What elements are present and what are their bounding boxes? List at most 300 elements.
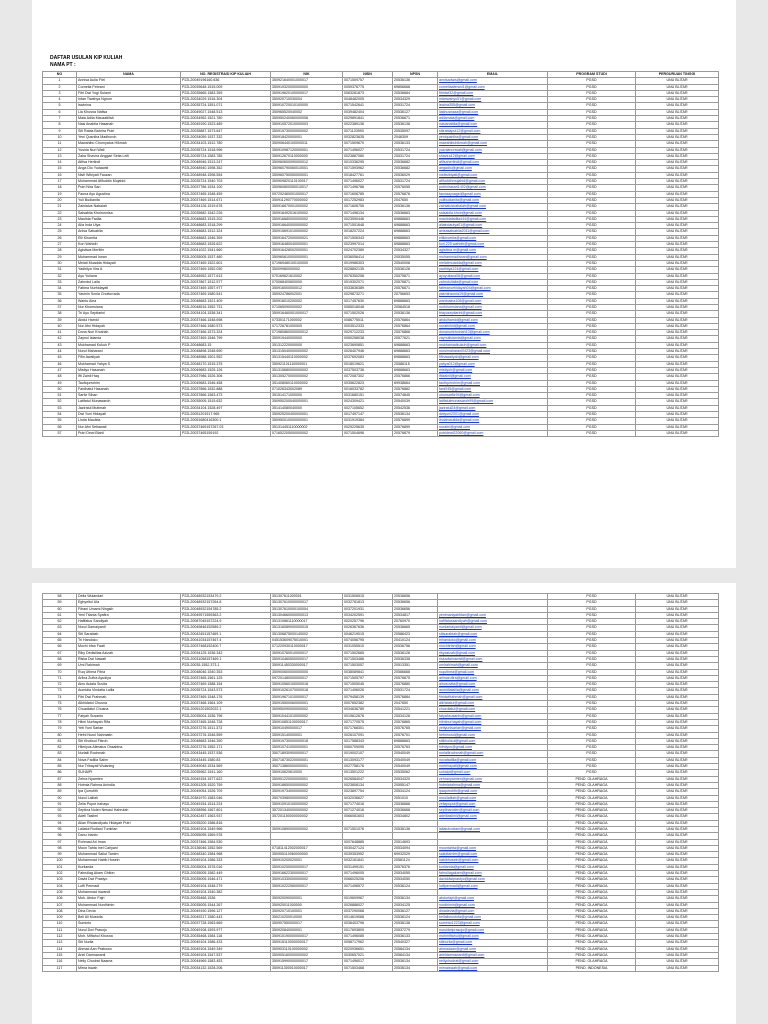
cell-email[interactable]: nurtrihayati@gmail.com	[438, 764, 548, 770]
column-header: NPSN	[393, 72, 438, 78]
cell-nik: 351306875000140002	[271, 631, 343, 637]
cell-registrasi: P22L20048170.1515.375	[181, 361, 271, 367]
cell-email[interactable]: yusnianuriwati@gmail.com	[438, 147, 548, 153]
cell-registrasi: P22L20035005.1544.267	[181, 902, 271, 908]
cell-email[interactable]: mistiyoh@gmail.com	[438, 367, 548, 373]
cell-program-studi: PGSD	[548, 229, 636, 235]
cell-registrasi: P22L20035004.1576.016	[181, 864, 271, 870]
cell-nisn: 0029891841	[343, 116, 393, 122]
cell-email[interactable]: nurafni@gmail.com	[438, 424, 548, 430]
cell-email[interactable]: fitridwifrahmah@gmail.com	[438, 694, 548, 700]
cell-npsn: 20576880	[393, 682, 438, 688]
cell-email[interactable]: nisfiwibiyati@gmail.com	[438, 172, 548, 178]
cell-npsn: 20536684	[393, 90, 438, 96]
cell-nik: 350909820110100017	[271, 179, 343, 185]
cell-email[interactable]: shavira12@gmail.com	[438, 153, 548, 159]
cell-email[interactable]: zehranyamten@gmail.com	[438, 776, 548, 782]
cell-perguruan-tinggi: UNU BLITAR	[636, 864, 719, 870]
cell-no: 102	[43, 871, 77, 877]
cell-npsn: 20584518	[393, 304, 438, 310]
cell-npsn: 20576882	[393, 386, 438, 392]
cell-email[interactable]: iftizainil@gmail.com	[438, 374, 548, 380]
cell-nisn: 0029712233	[343, 330, 393, 336]
cell-nama: Alia Inda Utya	[77, 223, 181, 229]
cell-email[interactable]: yasminsonia19@gmail.com	[438, 292, 548, 298]
cell-email[interactable]: sitirabiaput12@gmail.com	[438, 128, 548, 134]
cell-perguruan-tinggi: UNU BLITAR	[636, 141, 719, 147]
cell-registrasi: P22L20049104.1548.279	[181, 883, 271, 889]
cell-email[interactable]: kori.225.wahidh@gmail.com	[438, 242, 548, 248]
cell-registrasi: P22L20037465.1561.125	[181, 675, 271, 681]
cell-email[interactable]: mohmiftahul@gmail.com	[438, 934, 548, 940]
cell-email[interactable]: habibhusein@gmail.com	[438, 858, 548, 864]
cell-nik: 071065090000002	[271, 304, 343, 310]
cell-registrasi: P22L20034029.1516.304	[181, 97, 271, 103]
cell-nisn: 0039482404	[343, 109, 393, 115]
cell-nama: Kori Wahidh	[77, 242, 181, 248]
cell-perguruan-tinggi: UNU BLITAR	[636, 204, 719, 210]
cell-nisn: 0071503057	[343, 663, 393, 669]
cell-perguruan-tinggi: UNU BLITAR	[636, 418, 719, 424]
table-row	[43, 965, 719, 971]
cell-perguruan-tinggi: UNU BLITAR	[636, 845, 719, 851]
cell-registrasi: P22L20049104.1549.349	[181, 946, 271, 952]
cell-nisn: 0071506343	[343, 235, 393, 241]
cell-npsn: 20536756	[393, 644, 438, 650]
cell-email[interactable]: fatyahsusanto@gmail.com	[438, 713, 548, 719]
cell-registrasi: P22L20034103.1512.780	[181, 141, 271, 147]
cell-no: 37	[43, 304, 77, 310]
cell-registrasi: P22L20035665.1583.359	[181, 90, 271, 96]
cell-nisn: 0014619068	[343, 915, 393, 921]
cell-nama: Ifti Zainil Haq	[77, 374, 181, 380]
cell-no: 89	[43, 789, 77, 795]
cell-nisn: 0071503486	[343, 656, 393, 662]
cell-perguruan-tinggi: UNU BLITAR	[636, 902, 719, 908]
cell-npsn: 20576765	[393, 726, 438, 732]
cell-email[interactable]: dinadevia@gmail.com	[438, 908, 548, 914]
cell-nama: Salsabila Khoirunnisa	[77, 210, 181, 216]
cell-email[interactable]: mochiirfan@gmail.com	[438, 644, 548, 650]
cell-email[interactable]: yeniqusniha@gmail.com	[438, 134, 548, 140]
cell-no: 69	[43, 663, 77, 669]
cell-perguruan-tinggi: UNU BLITAR	[636, 883, 719, 889]
cell-nik: 071026343002089	[271, 386, 343, 392]
cell-registrasi: P22L20035468.1584.118	[181, 934, 271, 940]
cell-nama: Fitri Dwi Frahmah	[77, 694, 181, 700]
cell-nisn: 0058717962	[343, 940, 393, 946]
cell-email[interactable]: sailuttamim@gmail.com	[438, 852, 548, 858]
cell-email[interactable]: fard945@gmail.com	[438, 386, 548, 392]
cell-email[interactable]: anisasalsabila2011@gmail.com	[438, 229, 548, 235]
cell-perguruan-tinggi: UNU BLITAR	[636, 197, 719, 203]
cell-email[interactable]: nurulmaharani0423@gmail.com	[438, 349, 548, 355]
cell-no: 94	[43, 820, 77, 826]
cell-perguruan-tinggi: UNU BLITAR	[636, 965, 719, 971]
cell-registrasi: P22L20048683.1515.202	[181, 216, 271, 222]
cell-program-studi: PGSD	[548, 260, 636, 266]
cell-program-studi: PGSD	[548, 78, 636, 84]
cell-email[interactable]: adelitaslimi@gmail.com	[438, 814, 548, 820]
cell-email[interactable]: rikyazizah@gmail.com	[438, 650, 548, 656]
cell-registrasi: P22L20136046.1552.569	[181, 845, 271, 851]
cell-email[interactable]: yahya012@gmail.com	[438, 361, 548, 367]
cell-email[interactable]: hilminurhayah@gmail.com	[438, 719, 548, 725]
cell-email[interactable]: liakhusnaaa@gmail.com	[438, 109, 548, 115]
cell-nama: Zainiatus Nabaiah	[77, 204, 181, 210]
cell-npsn: 20536136	[393, 204, 438, 210]
cell-email[interactable]: trihandoko@gmail.com	[438, 638, 548, 644]
cell-perguruan-tinggi: UNU BLITAR	[636, 889, 719, 895]
cell-nik: 351414080040000	[271, 405, 343, 411]
cell-nama: Nurlaili Rochmah	[77, 751, 181, 757]
cell-no: 45	[43, 355, 77, 361]
cell-npsn: 20536656	[393, 594, 438, 600]
cell-nisn: 0036403796	[343, 921, 393, 927]
cell-nik: 350918650000000002	[271, 782, 343, 788]
cell-nisn: 0026584047	[343, 776, 393, 782]
cell-nisn: 0019002107	[343, 751, 393, 757]
cell-program-studi: PGSD	[548, 612, 636, 618]
cell-nisn: 0029225635	[343, 424, 393, 430]
cell-nisn: 0071274016	[343, 808, 393, 814]
cell-registrasi: P22L20048046.1540.353	[181, 669, 271, 675]
cell-email[interactable]: annisadwis@gmail.com	[438, 78, 548, 84]
cell-npsn: 20540049	[393, 757, 438, 763]
cell-no: 36	[43, 298, 77, 304]
cell-email[interactable]: zahrotullaila@gmail.com	[438, 279, 548, 285]
cell-nisn: 0031506515	[343, 594, 393, 600]
cell-registrasi: P22L20049104.1540.382	[181, 889, 271, 895]
cell-no: 42	[43, 336, 77, 342]
cell-program-studi: PGSD	[548, 405, 636, 411]
cell-email[interactable]: sitikholisul@gmail.com	[438, 738, 548, 744]
cell-email[interactable]: alkhidatul@gmail.com	[438, 701, 548, 707]
cell-email[interactable]: taufiqurrohim@gmail.com	[438, 380, 548, 386]
cell-perguruan-tinggi: UNU BLITAR	[636, 223, 719, 229]
cell-registrasi: P22L20043445.1580.83	[181, 757, 271, 763]
cell-email[interactable]: nurafnihid@gmail.com	[438, 323, 548, 329]
cell-email[interactable]: mirnaiswah@gmail.com	[438, 965, 548, 971]
cell-registrasi: P22L20037466.1573.324	[181, 330, 271, 336]
cell-nik: 350916472000000021	[271, 235, 343, 241]
cell-registrasi: P22L20037469.1514.671	[181, 197, 271, 203]
cell-email[interactable]: fifinawaliyah@gmail.com	[438, 355, 548, 361]
cell-registrasi: P22L20035005.1537.480	[181, 254, 271, 260]
cell-perguruan-tinggi: UNU BLITAR	[636, 191, 719, 197]
cell-program-studi: PEND. OLAHRAGA	[548, 833, 636, 839]
cell-program-studi: PGSD	[548, 361, 636, 367]
cell-email[interactable]: putridewi22060@gmail.com	[438, 430, 548, 436]
cell-perguruan-tinggi: UNU BLITAR	[636, 638, 719, 644]
cell-email[interactable]: zainiatusnabaiah@gmail.com	[438, 204, 548, 210]
cell-email[interactable]: iswina355@gmail.com	[438, 103, 548, 109]
cell-email[interactable]: mukhamadkukuh@gmail.com	[438, 342, 548, 348]
cell-email[interactable]: aumidialailla@gmail.com	[438, 688, 548, 694]
cell-perguruan-tinggi: UNU BLITAR	[636, 317, 719, 323]
cell-perguruan-tinggi: UNU BLITAR	[636, 789, 719, 795]
cell-perguruan-tinggi: UNU BLITAR	[636, 279, 719, 285]
cell-email[interactable]: moontahta@gmail.com	[438, 845, 548, 851]
cell-email[interactable]: nurdhimin@gmail.com	[438, 902, 548, 908]
cell-program-studi: PGSD	[548, 210, 636, 216]
cell-email[interactable]: melatimuadda@gmail.com	[438, 260, 548, 266]
cell-program-studi: PGSD	[548, 675, 636, 681]
cell-registrasi: P22L20037465.1548.728	[181, 719, 271, 725]
cell-npsn: 20760970	[393, 619, 438, 625]
cell-email[interactable]: lutfipermadi@gmail.com	[438, 883, 548, 889]
cell-email[interactable]: aliaindautya01@gmail.com	[438, 223, 548, 229]
cell-npsn: 69888663	[393, 298, 438, 304]
cell-perguruan-tinggi: UNU BLITAR	[636, 594, 719, 600]
cell-perguruan-tinggi: UNU BLITAR	[636, 90, 719, 96]
cell-nisn: 0017252983	[343, 197, 393, 203]
cell-npsn: 69888663	[393, 349, 438, 355]
cell-nik: 071726781000000	[271, 323, 343, 329]
cell-registrasi: P22L20048516.1552.731	[181, 304, 271, 310]
cell-npsn: 69856668	[393, 84, 438, 90]
cell-nisn: 0031055510	[343, 644, 393, 650]
cell-email[interactable]: donanurikhoiriah10@gmail.com	[438, 330, 548, 336]
cell-email[interactable]: wantoaina108@gmail.com	[438, 298, 548, 304]
cell-npsn: 69888663	[393, 242, 438, 248]
cell-email[interactable]: ainusuvita@gmail.com	[438, 682, 548, 688]
cell-npsn: 20534320	[393, 776, 438, 782]
cell-program-studi: PGSD	[548, 663, 636, 669]
cell-email[interactable]: faunaayuagst@gmail.com	[438, 191, 548, 197]
cell-email[interactable]: ipaqurrotith@gmail.com	[438, 789, 548, 795]
cell-email[interactable]: agistiwa.m@gmail.com	[438, 248, 548, 254]
cell-nama: Mochi Irfan Faati	[77, 644, 181, 650]
cell-email[interactable]: arieldarmawanti@gmail.com	[438, 952, 548, 958]
cell-email[interactable]: lindamaulida@gmail.com	[438, 418, 548, 424]
cell-email[interactable]: kurlianda@gmail.com	[438, 864, 548, 870]
cell-npsn: 20540327	[393, 940, 438, 946]
cell-nama: Alian Rholandiyatu Hidayah Putri	[77, 820, 181, 826]
cell-registrasi: P22L20048683.1546.359	[181, 235, 271, 241]
cell-nik: 351315680000000002	[271, 367, 343, 373]
cell-email[interactable]: arlinazufira@gmail.com	[438, 675, 548, 681]
cell-nisn: 0032036627	[343, 795, 393, 801]
cell-no: 76	[43, 707, 77, 713]
cell-email[interactable]: ruquthma@gmail.com	[438, 669, 548, 675]
cell-nisn: 0032823635	[343, 134, 393, 140]
cell-npsn: 20534128	[393, 713, 438, 719]
cell-program-studi: PGSD	[548, 317, 636, 323]
cell-npsn: 20576866	[393, 374, 438, 380]
cell-email[interactable]: lailatulrodiani@gmail.com	[438, 826, 548, 832]
cell-no: 87	[43, 776, 77, 782]
cell-nik: 350910490000017	[271, 726, 343, 732]
cell-email[interactable]: nurullailiah@gmail.com	[438, 795, 548, 801]
cell-email[interactable]: suminto1223@gmail.com	[438, 921, 548, 927]
cell-email[interactable]: ellikhoerita@gmail.com	[438, 235, 548, 241]
cell-nik: 350920710030004	[271, 97, 343, 103]
cell-npsn: 20410124	[393, 638, 438, 644]
cell-program-studi: PGSD	[548, 726, 636, 732]
cell-npsn: 20536127	[393, 908, 438, 914]
cell-email[interactable]: corneliaaferani1@gmail.com	[438, 84, 548, 90]
cell-nisn: 0023808134	[343, 782, 393, 788]
cell-nama: Ayu Yuliana	[77, 273, 181, 279]
cell-email[interactable]: abdurfajri@gmail.com	[438, 896, 548, 902]
cell-perguruan-tinggi: UNU BLITAR	[636, 959, 719, 965]
cell-email[interactable]: nasianabila@gmail.com	[438, 122, 548, 128]
cell-nik: 350910460500000017	[271, 656, 343, 662]
cell-nik: 350910987120000001	[271, 147, 343, 153]
cell-npsn: 69888663	[393, 229, 438, 235]
column-header: PERGURUAN TINGGI	[636, 72, 719, 78]
cell-program-studi: PGSD	[548, 386, 636, 392]
cell-email[interactable]: umirahimah@gmail.com	[438, 663, 548, 669]
cell-perguruan-tinggi: UNU BLITAR	[636, 260, 719, 266]
cell-perguruan-tinggi: UNU BLITAR	[636, 103, 719, 109]
cell-email[interactable]: novafadilla@gmail.com	[438, 757, 548, 763]
cell-nisn: 0029873271	[343, 292, 393, 298]
cell-program-studi: PGSD	[548, 707, 636, 713]
cell-nama: Nurul Damaiyanti	[77, 625, 181, 631]
cell-nama: Yasmin Sonia Choiturrada	[77, 292, 181, 298]
cell-email[interactable]: fahrullagakam@gmail.com	[438, 871, 548, 877]
cell-perguruan-tinggi: UNU BLITAR	[636, 367, 719, 373]
cell-email[interactable]: zeliapuput@gmail.com	[438, 801, 548, 807]
cell-email[interactable]: fatimanurhidayah04@gmail.com	[438, 286, 548, 292]
cell-email[interactable]: maulidafadila444@gmail.com	[438, 216, 548, 222]
cell-email[interactable]: bellalimustofa@gmail.com	[438, 915, 548, 921]
cell-email[interactable]: yenimaniyahtitan@gmail.com	[438, 612, 548, 618]
cell-email[interactable]: afifuddinmujahid@gmail.com	[438, 179, 548, 185]
cell-program-studi: PGSD	[548, 701, 636, 707]
cell-nisn: 0071501648	[343, 223, 393, 229]
cell-email[interactable]: nellychodrat@gmail.com	[438, 959, 548, 965]
cell-program-studi: PGSD	[548, 179, 636, 185]
cell-no: 104	[43, 883, 77, 889]
cell-email[interactable]: angadio@gmail.com	[438, 166, 548, 172]
cell-email[interactable]: uhunsarfiz94@gmail.com	[438, 393, 548, 399]
cell-email[interactable]: ahmadaan@gmail.com	[438, 946, 548, 952]
cell-email[interactable]: fitridwi32@gmail.com	[438, 90, 548, 96]
cell-npsn: 20536668	[393, 801, 438, 807]
cell-program-studi: PGSD	[548, 204, 636, 210]
cell-npsn: 20536656	[393, 600, 438, 606]
cell-email[interactable]: nurkhomsiana@gmail.com	[438, 304, 548, 310]
cell-no: 116	[43, 959, 77, 965]
cell-npsn: 20576055	[393, 185, 438, 191]
cell-npsn: 20534055	[393, 871, 438, 877]
cell-email[interactable]: ayuyuliana08@gmail.com	[438, 273, 548, 279]
cell-email[interactable]: yetiyunisariae@gmail.com	[438, 726, 548, 732]
cell-no: 31	[43, 267, 77, 273]
cell-nama: Abdul Hamid	[77, 317, 181, 323]
cell-program-studi: PEND. OLAHRAGA	[548, 839, 636, 845]
cell-email[interactable]: triayuseptiarini@gmail.com	[438, 311, 548, 317]
cell-email[interactable]: adilamaia@gmail.com	[438, 116, 548, 122]
cell-nisn: 0037692083	[343, 355, 393, 361]
cell-nama: Muhammad Afifuddin Mujahid	[77, 179, 181, 185]
cell-perguruan-tinggi: UNU BLITAR	[636, 147, 719, 153]
cell-no: 63	[43, 625, 77, 631]
cell-registrasi: P22L20035724.1551.071	[181, 103, 271, 109]
cell-nisn: 0018207224	[343, 229, 393, 235]
cell-email[interactable]: chuzdiatul@gmail.com	[438, 707, 548, 713]
cell-nama: Nur Afni Hidayah	[77, 323, 181, 329]
cell-nik: 350905160000000002	[271, 952, 343, 958]
cell-nik: 350960790060010001	[271, 166, 343, 172]
cell-nisn: 0033636389	[343, 286, 393, 292]
cell-npsn: 20534094	[393, 845, 438, 851]
cell-nama: Siti Kholisul Fikroh	[77, 738, 181, 744]
cell-nisn: 0071606785	[343, 191, 393, 197]
cell-no: 86	[43, 770, 77, 776]
cell-npsn: 69888663	[393, 216, 438, 222]
cell-email[interactable]: jaziratul24@gmail.com	[438, 405, 548, 411]
cell-email[interactable]: latifatulmunawaroh99@gmail.com	[438, 399, 548, 405]
cell-npsn: 20540008	[393, 260, 438, 266]
cell-program-studi: PGSD	[548, 286, 636, 292]
cell-email[interactable]: salsabila.khoir@gmail.com	[438, 210, 548, 216]
cell-no: 50	[43, 386, 77, 392]
cell-email[interactable]: nuruldwiprasojo@gmail.com	[438, 927, 548, 933]
cell-perguruan-tinggi: UNU BLITAR	[636, 764, 719, 770]
cell-email[interactable]: mawahibuhikmah@gmail.com	[438, 141, 548, 147]
cell-no: 110	[43, 921, 77, 927]
cell-program-studi: PGSD	[548, 764, 636, 770]
cell-nisn: 0027105652	[343, 405, 393, 411]
cell-nik: 070068400600000	[271, 279, 343, 285]
cell-email[interactable]: abdulhamid@gmail.com	[438, 317, 548, 323]
cell-no: 25	[43, 229, 77, 235]
cell-email[interactable]: sitinurlia@gmail.com	[438, 940, 548, 946]
cell-perguruan-tinggi: UNU BLITAR	[636, 153, 719, 159]
cell-program-studi: PGSD	[548, 393, 636, 399]
cell-nik: 350910560100000018	[271, 682, 343, 688]
cell-nama: Muhammad Sailut Tamim	[77, 852, 181, 858]
cell-email[interactable]: muhammadirwan@gmail.com	[438, 254, 548, 260]
cell-email[interactable]: septinanolen@gmail.com	[438, 808, 548, 814]
cell-email[interactable]: riskadwinawati@gmail.com	[438, 656, 548, 662]
cell-email[interactable]: zaynulislamia@gmail.com	[438, 336, 548, 342]
cell-email[interactable]: nurlailirochmah@gmail.com	[438, 751, 548, 757]
cell-nik: 350911290770000002	[271, 197, 343, 203]
cell-nama: Riska Dwi Nawati	[77, 656, 181, 662]
cell-email[interactable]: dwiyuni2001@gmail.com	[438, 412, 548, 418]
cell-perguruan-tinggi: UNU BLITAR	[636, 719, 719, 725]
cell-nik: 351315440110000002	[271, 355, 343, 361]
cell-email[interactable]: suhaipi@gmail.com	[438, 770, 548, 776]
cell-email[interactable]: intanwahyu51@gmail.com	[438, 97, 548, 103]
cell-email[interactable]: hafifatussandiyah@gmail.com	[438, 619, 548, 625]
cell-email[interactable]: sitisarabiah@gmail.com	[438, 631, 548, 637]
cell-registrasi: P22L20039648.1515.009	[181, 84, 271, 90]
cell-email[interactable]: yadhitya124@gmail.com	[438, 267, 548, 273]
cell-email[interactable]: yulibudianita@gmail.com	[438, 197, 548, 203]
cell-perguruan-tinggi: UNU BLITAR	[636, 122, 719, 128]
cell-email[interactable]: afifsaherlindi@gmail.com	[438, 160, 548, 166]
cell-email[interactable]: hilmiyus@gmail.com	[438, 745, 548, 751]
cell-nisn: 0038089841	[343, 669, 393, 675]
cell-no: 34	[43, 286, 77, 292]
cell-perguruan-tinggi: UNU BLITAR	[636, 795, 719, 801]
cell-email[interactable]: nurdamaiyanti@gmail.com	[438, 625, 548, 631]
cell-email[interactable]: hotmiarahma@gmail.com	[438, 782, 548, 788]
cell-email[interactable]: hefninurul@gmail.com	[438, 732, 548, 738]
cell-no: 56	[43, 424, 77, 430]
cell-nik: 350965520040002	[271, 109, 343, 115]
cell-nisn: 0023690851	[343, 342, 393, 348]
cell-no: 22	[43, 210, 77, 216]
cell-email[interactable]: daviddwiprastyo@gmail.com	[438, 877, 548, 883]
cell-email[interactable]: putrinirasari1402@gmail.com	[438, 185, 548, 191]
